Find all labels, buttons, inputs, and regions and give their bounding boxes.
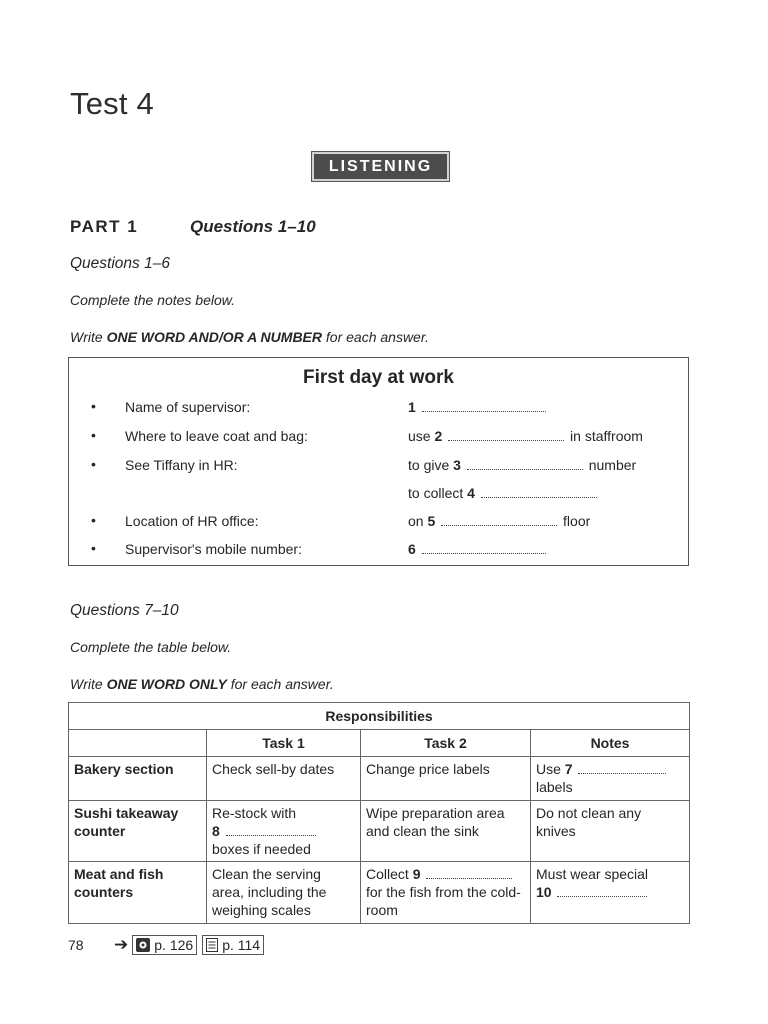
bullet-icon: • — [91, 427, 96, 443]
transcript-reference-page: p. 114 — [222, 937, 261, 953]
answer-blank[interactable] — [422, 541, 546, 554]
transcript-icon — [206, 938, 218, 952]
table-header-row — [69, 730, 690, 757]
bullet-icon: • — [91, 456, 96, 472]
note-suffix: floor — [563, 513, 591, 529]
column-header: Notes — [531, 730, 690, 757]
column-header: Task 2 — [361, 730, 531, 757]
word-limit-emphasis: ONE WORD ONLY — [106, 676, 227, 692]
part-range: Questions 1–10 — [190, 217, 316, 236]
bullet-icon: • — [91, 540, 96, 556]
page-number: 78 — [68, 937, 84, 953]
word-limit-prefix: Write — [70, 329, 103, 345]
table-cell: Clean the serving area, including the weighing scales — [207, 862, 361, 924]
question-number: 9 — [412, 866, 421, 882]
cell-prefix: Use — [536, 761, 561, 777]
question-number: 10 — [536, 884, 552, 900]
arrow-right-icon: ➔ — [114, 935, 129, 954]
test-title: Test 4 — [70, 86, 154, 121]
answer-blank[interactable] — [422, 399, 546, 412]
note-answer — [408, 541, 548, 557]
table-cell: Check sell-by dates — [207, 757, 361, 801]
question-number: 2 — [434, 428, 443, 444]
listening-banner: LISTENING — [312, 152, 449, 181]
cell-after: for the fish from the cold-room — [366, 884, 521, 918]
bullet-icon: • — [91, 398, 96, 414]
answer-blank[interactable] — [448, 428, 564, 441]
questions-7-10-heading: Questions 7–10 — [70, 602, 179, 619]
notes-box — [68, 357, 689, 566]
questions-1-6-heading: Questions 1–6 — [70, 255, 170, 272]
note-prefix: to collect — [408, 485, 464, 501]
part-label: PART 1 — [70, 217, 139, 236]
word-limit-instruction-2 — [70, 676, 334, 692]
answer-blank[interactable] — [578, 761, 666, 774]
answer-blank[interactable] — [467, 457, 583, 470]
note-answer — [408, 485, 599, 501]
note-prefix: use — [408, 428, 431, 444]
cell-prefix: Collect — [366, 866, 409, 882]
table-cell — [531, 757, 690, 801]
transcript-reference[interactable] — [202, 935, 264, 955]
table-row — [69, 757, 690, 801]
word-limit-suffix: for each answer. — [325, 329, 429, 345]
bullet-icon: • — [91, 512, 96, 528]
table-row — [69, 801, 690, 862]
responsibilities-table — [68, 702, 690, 924]
answer-blank[interactable] — [557, 884, 647, 897]
note-prefix: on — [408, 513, 424, 529]
note-suffix: in staffroom — [570, 428, 643, 444]
note-label: Name of supervisor: — [125, 399, 251, 415]
row-header: Meat and fish counters — [69, 862, 207, 924]
table-row — [69, 862, 690, 924]
row-header: Sushi takeaway counter — [69, 801, 207, 862]
table-cell: Change price labels — [361, 757, 531, 801]
question-number: 6 — [408, 541, 416, 557]
table-cell — [361, 862, 531, 924]
notes-instruction: Complete the notes below. — [70, 292, 235, 308]
table-title-row — [69, 703, 690, 730]
note-label: Supervisor's mobile number: — [125, 541, 302, 557]
note-answer — [408, 428, 643, 444]
part-header — [70, 217, 316, 239]
answer-blank[interactable] — [441, 513, 557, 526]
table-cell — [207, 801, 361, 862]
word-limit-suffix: for each answer. — [230, 676, 334, 692]
word-limit-prefix: Write — [70, 676, 103, 692]
note-answer — [408, 399, 548, 415]
cell-after: labels — [536, 779, 573, 795]
table-cell: Wipe preparation area and clean the sink — [361, 801, 531, 862]
note-prefix: to give — [408, 457, 450, 473]
answer-blank[interactable] — [426, 866, 512, 879]
column-header: Task 1 — [207, 730, 361, 757]
note-suffix: number — [588, 457, 637, 473]
answer-blank[interactable] — [481, 485, 597, 498]
question-number: 3 — [453, 457, 461, 473]
table-title: Responsibilities — [69, 703, 690, 730]
audio-reference[interactable] — [132, 935, 197, 955]
question-number: 4 — [467, 485, 475, 501]
note-label: Location of HR office: — [125, 513, 259, 529]
question-number: 5 — [427, 513, 436, 529]
notes-title: First day at work — [303, 367, 454, 388]
note-label: See Tiffany in HR: — [125, 457, 238, 473]
question-number: 1 — [408, 399, 416, 415]
table-instruction: Complete the table below. — [70, 639, 232, 655]
cell-prefix: Re-stock with — [212, 805, 297, 821]
table-cell — [531, 862, 690, 924]
audio-icon — [136, 938, 150, 952]
audio-reference-page: p. 126 — [154, 937, 194, 953]
cell-prefix: Must wear special — [536, 866, 649, 882]
question-number: 8 — [212, 823, 220, 839]
answer-blank[interactable] — [226, 823, 316, 836]
note-label: Where to leave coat and bag: — [125, 428, 308, 444]
footer — [68, 935, 269, 955]
question-number: 7 — [564, 761, 573, 777]
note-answer — [408, 457, 636, 473]
cell-after: boxes if needed — [212, 841, 311, 857]
word-limit-instruction — [70, 329, 429, 345]
note-answer — [408, 513, 590, 529]
row-header: Bakery section — [69, 757, 207, 801]
table-cell: Do not clean any knives — [531, 801, 690, 862]
empty-header-cell — [69, 730, 207, 757]
word-limit-emphasis: ONE WORD AND/OR A NUMBER — [106, 329, 322, 345]
